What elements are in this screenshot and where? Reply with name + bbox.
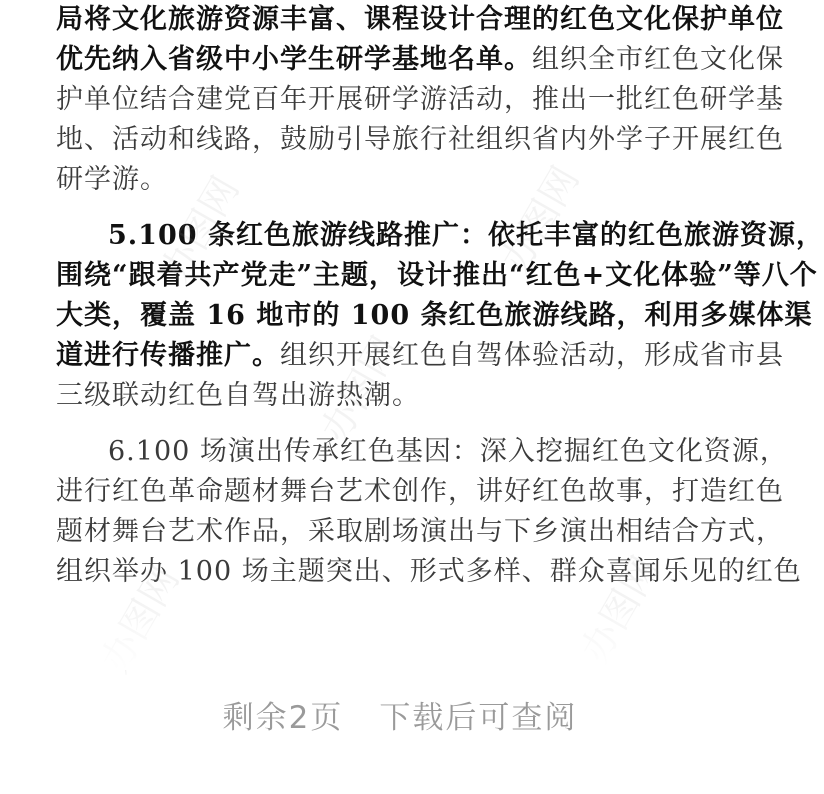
item5-line-5: 三级联动红色自驾出游热潮。 [56, 380, 420, 411]
item5-line-4-bold: 道进行传播推广。 [56, 340, 280, 371]
remaining-pages-label: 剩余2页 [222, 700, 344, 736]
watermark: 办图网 [492, 158, 588, 280]
intro-line-4: 地、活动和线路，鼓励引导旅行社组织省内外学子开展红色 [56, 124, 784, 155]
watermark: 办图网 [152, 168, 248, 290]
preview-fade [0, 600, 800, 670]
item5-line-4 [56, 336, 784, 376]
intro-line-1-bold: 局将文化旅游资源丰富、课程设计合理的红色文化保护单位 [56, 4, 784, 35]
intro-line-2 [56, 40, 784, 80]
item6-line-3: 题材舞台艺术作品，采取剧场演出与下乡演出相结合方式， [56, 516, 784, 547]
item5-line-1: 5.100 条红色旅游线路推广：依托丰富的红色旅游资源， [108, 220, 824, 251]
intro-line-5: 研学游。 [56, 164, 168, 195]
item5-line-3: 大类，覆盖 16 地市的 100 条红色旅游线路，利用多媒体渠 [56, 300, 813, 331]
item5-line-2: 围绕“跟着共产党走”主题，设计推出“红色+文化体验”等八个 [56, 260, 818, 291]
item6-line-2: 进行红色革命题材舞台艺术创作，讲好红色故事，打造红色 [56, 476, 784, 507]
intro-line-1 [56, 0, 784, 40]
item6-line-4: 组织举办 100 场主题突出、形式多样、群众喜闻乐见的红色 [56, 556, 802, 587]
remaining-pages-prompt[interactable] [0, 690, 800, 746]
watermark: 办图网 [312, 328, 408, 450]
download-prompt-label: 下载后可查阅 [379, 700, 578, 736]
intro-line-3: 护单位结合建党百年开展研学游活动，推出一批红色研学基 [56, 84, 784, 115]
item6-line-1: 6.100 场演出传承红色基因：深入挖掘红色文化资源， [108, 436, 788, 467]
intro-line-2-normal: 组织全市红色文化保 [532, 44, 784, 75]
intro-line-2-bold: 优先纳入省级中小学生研学基地名单。 [56, 44, 532, 75]
item5-line-4-normal: 组织开展红色自驾体验活动，形成省市县 [280, 340, 784, 371]
